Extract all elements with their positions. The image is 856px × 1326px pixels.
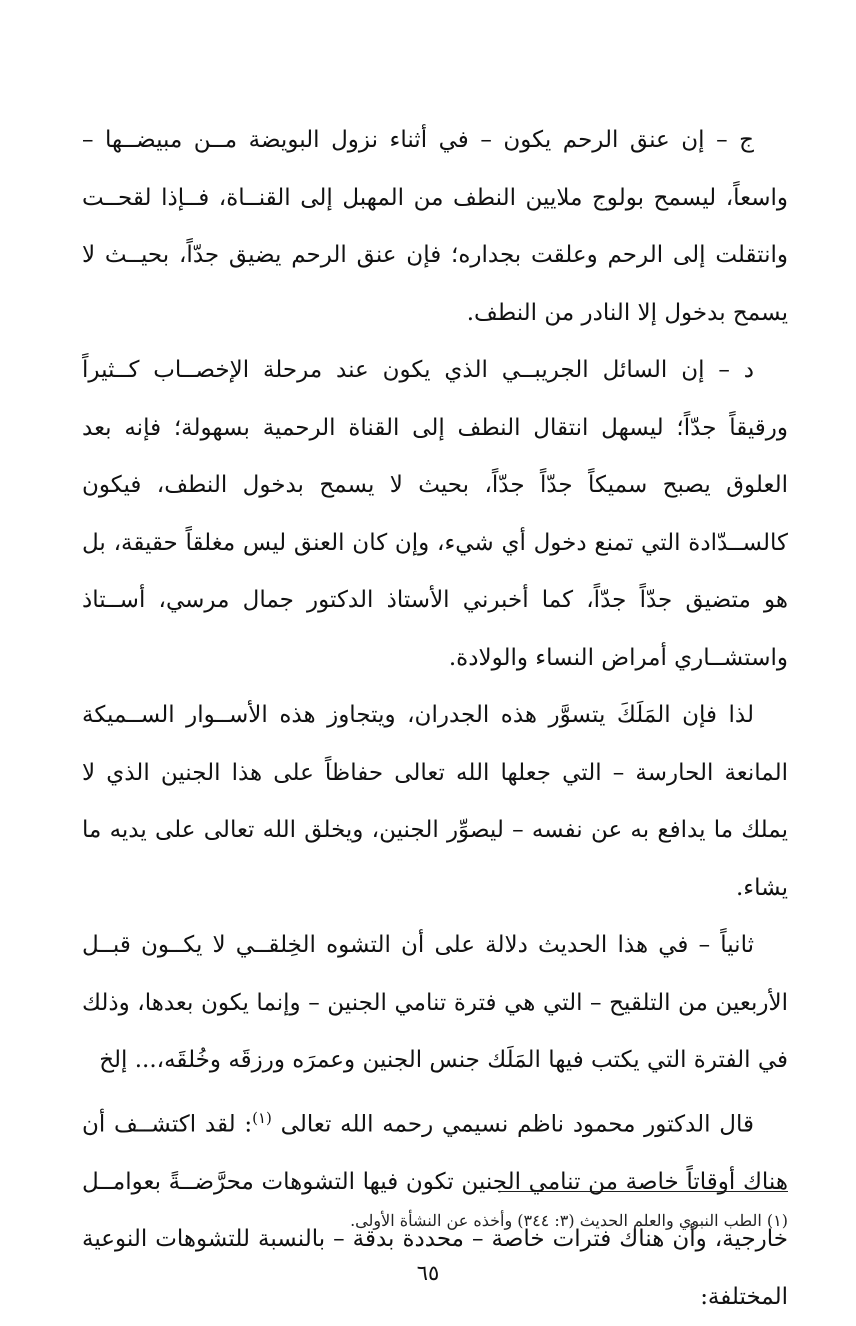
- page-body: [82, 112, 788, 1326]
- footnote-divider: [498, 1191, 788, 1192]
- paragraph-secondly: ثانياً – في هذا الحديث دلالة على أن التشوه الخِلقــي لا يكــون قبــل الأربعين من التلقيح – التي هي فترة تنامي الجنين – وإنما يكون بعدها، وذلك في الفترة التي يكتب فيها المَلَك جنس الجنين وعمرَه ورزقَه وخُلقَه،... إلخ: [82, 932, 788, 1073]
- footnote-reference[interactable]: (١): [252, 1108, 272, 1127]
- page-number: ٦٥: [416, 1261, 440, 1285]
- paragraph-dal: د – إن السائل الجريبــي الذي يكون عند مرحلة الإخصــاب كــثيراً ورقيقاً جدّاً؛ ليسهل انتقال النطف إلى القناة الرحمية بسهولة؛ فإنه بعد العلوق يصبح سميكاً جدّاً جدّاً، بحيث لا يسمح بدخول النطف، فيكون كالســدّادة التي تمنع دخول أي شيء، وإن كان العنق ليس مغلقاً حقيقة، بل هو متضيق جدّاً جدّاً، كما أخبرني الأستاذ الدكتور جمال مرسي، أســتاذ واستشــاري أمراض النساء والولادة.: [82, 357, 788, 671]
- paragraph-angel: لذا فإن المَلَكَ يتسوَّر هذه الجدران، ويتجاوز هذه الأســوار الســميكة المانعة الحارسة – التي جعلها الله تعالى حفاظاً على هذا الجنين الذي لا يملك ما يدافع به عن نفسه – ليصوِّر الجنين، ويخلق الله تعالى على يديه ما يشاء.: [82, 702, 788, 901]
- paragraph-jeem: ج – إن عنق الرحم يكون – في أثناء نزول البويضة مــن مبيضــها – واسعاً، ليسمح بولوج ملايين النطف من المهبل إلى القنــاة، فــإذا لقحــت وانتقلت إلى الرحم وعلقت بجداره؛ فإن عنق الرحم يضيق جدّاً، بحيــث لا يسمح بدخول إلا النادر من النطف.: [82, 127, 788, 326]
- footnote: (١) الطب النبوي والعلم الحديث (٣: ٣٤٤) وأخذه عن النشأة الأولى.: [350, 1211, 788, 1230]
- quote-text-before: قال الدكتور محمود ناظم نسيمي رحمه الله تعالى: [271, 1111, 754, 1138]
- quote-text-after: : لقد اكتشــف أن هناك أوقاتاً خاصة من تنامي الجنين تكون فيها التشوهات محرَّضــةً بعوامــل خارجية، وأن هناك فترات خاصة – محددة بدقة – بالنسبة للتشوهات النوعية المختلفة:: [82, 1111, 788, 1310]
